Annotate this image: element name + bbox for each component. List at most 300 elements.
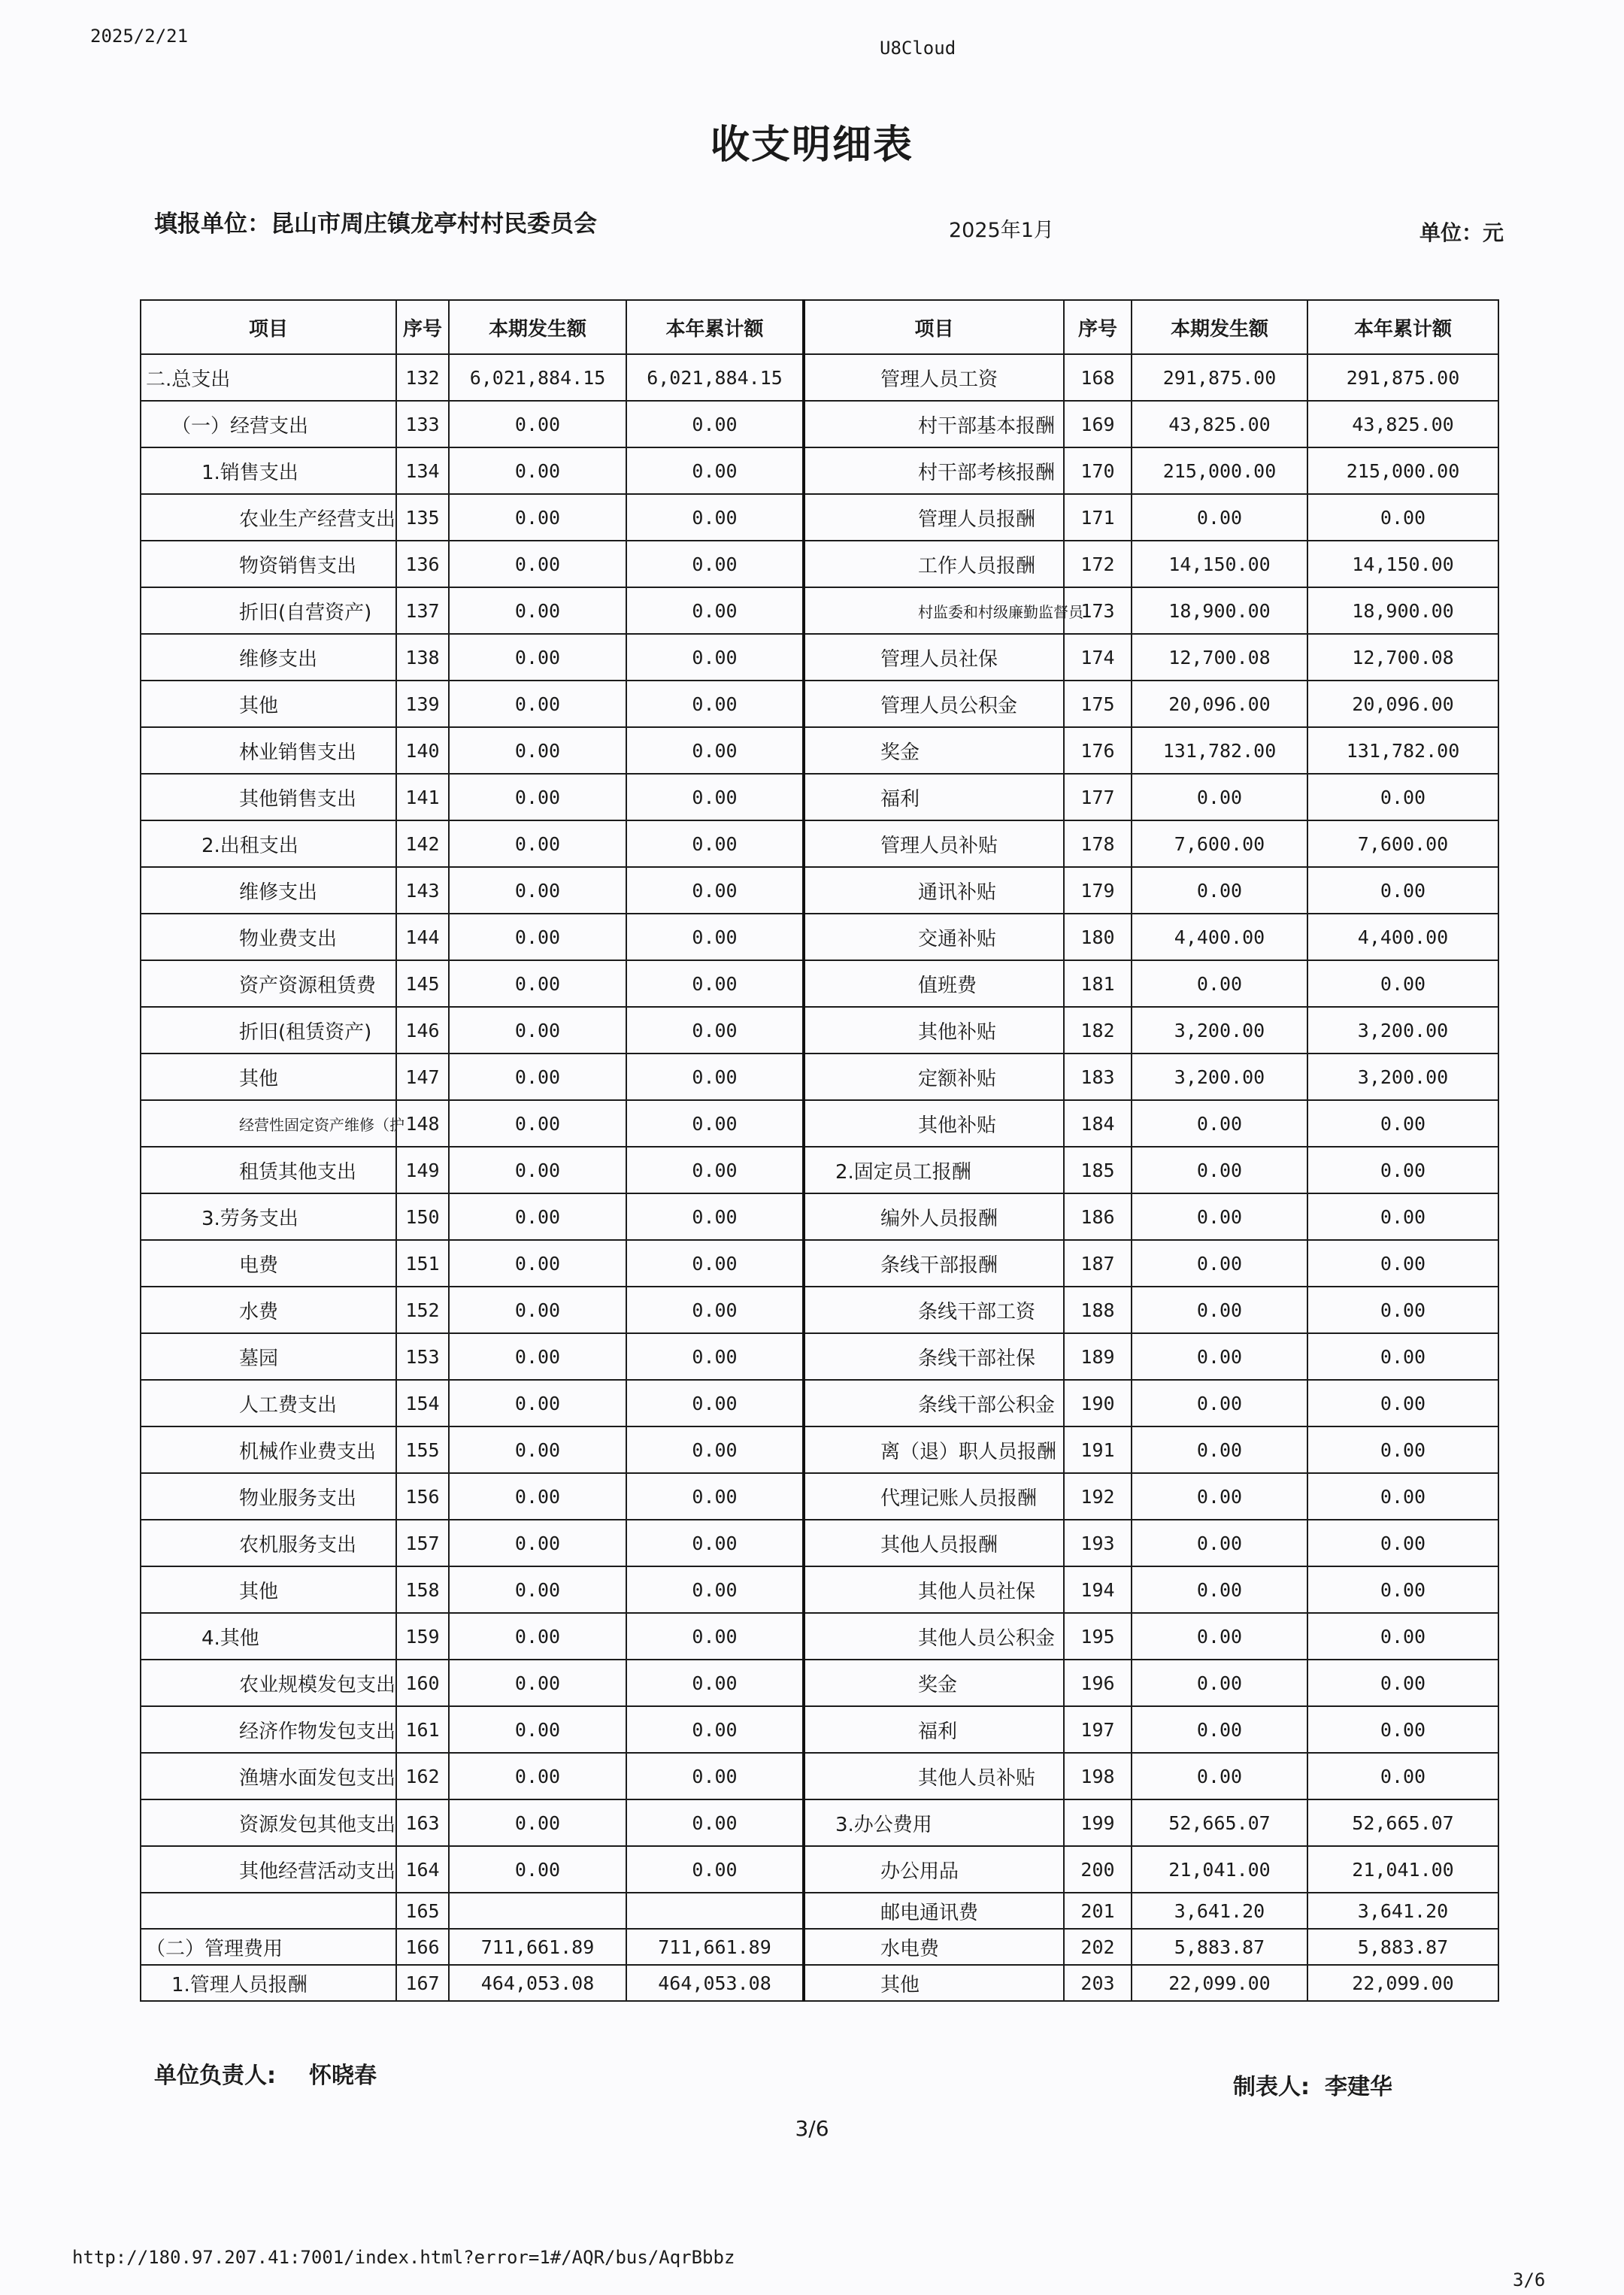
seq-left: 140 [396,727,449,774]
seq-left: 148 [396,1100,449,1147]
current-amount-right: 0.00 [1132,1706,1307,1753]
table-header-row [141,300,1498,354]
current-amount-right: 43,825.00 [1132,401,1307,447]
current-amount-right: 0.00 [1132,1613,1307,1660]
table-row [141,1100,1498,1147]
current-amount-right: 0.00 [1132,1426,1307,1473]
seq-right: 198 [1064,1753,1132,1799]
col-header-ytd-right: 本年累计额 [1307,300,1498,354]
ytd-amount-right: 3,200.00 [1307,1007,1498,1054]
seq-right: 196 [1064,1660,1132,1706]
item-name-left: 2.出租支出 [141,820,396,867]
item-name-left: 农业生产经营支出 [141,494,396,541]
item-name-right: 通讯补贴 [804,867,1064,914]
ytd-amount-right: 0.00 [1307,1520,1498,1566]
ledger-table [140,299,1499,2002]
seq-left: 135 [396,494,449,541]
current-amount-right: 12,700.08 [1132,634,1307,681]
current-amount-right: 0.00 [1132,1193,1307,1240]
current-amount-left: 0.00 [449,1240,626,1287]
current-amount-left: 0.00 [449,1054,626,1100]
current-amount-left: 0.00 [449,1520,626,1566]
ytd-amount-left: 0.00 [626,1566,804,1613]
ytd-amount-right: 0.00 [1307,1753,1498,1799]
current-amount-left: 0.00 [449,1100,626,1147]
item-name-left: 折旧(租赁资产) [141,1007,396,1054]
seq-left: 138 [396,634,449,681]
ytd-amount-left: 0.00 [626,1473,804,1520]
col-header-item-left: 项目 [141,300,396,354]
current-amount-left: 464,053.08 [449,1965,626,2001]
item-name-right: 其他人员公积金 [804,1613,1064,1660]
item-name-right: 福利 [804,774,1064,820]
seq-right: 201 [1064,1893,1132,1929]
seq-left: 137 [396,587,449,634]
current-amount-left: 0.00 [449,727,626,774]
page-title: 收支明细表 [710,123,914,168]
ytd-amount-right: 3,200.00 [1307,1054,1498,1100]
seq-right: 168 [1064,354,1132,401]
ytd-amount-left: 0.00 [626,1426,804,1473]
ytd-amount-right: 0.00 [1307,1566,1498,1613]
ytd-amount-right: 0.00 [1307,1613,1498,1660]
current-amount-left: 0.00 [449,587,626,634]
table-row [141,774,1498,820]
table-row [141,1240,1498,1287]
seq-left: 132 [396,354,449,401]
item-name-right: 其他 [804,1965,1064,2001]
table-row [141,541,1498,587]
table-row [141,681,1498,727]
ytd-amount-right: 0.00 [1307,960,1498,1007]
table-row [141,1660,1498,1706]
current-amount-right: 215,000.00 [1132,447,1307,494]
current-amount-right: 0.00 [1132,960,1307,1007]
current-amount-right: 0.00 [1132,1566,1307,1613]
table-row [141,727,1498,774]
ytd-amount-right: 0.00 [1307,1426,1498,1473]
current-amount-left: 0.00 [449,634,626,681]
report-period: 2025年1月 [949,219,1054,242]
table-row [141,494,1498,541]
item-name-left: 人工费支出 [141,1380,396,1426]
seq-left: 143 [396,867,449,914]
item-name-left: 4.其他 [141,1613,396,1660]
ytd-amount-left: 0.00 [626,1753,804,1799]
ytd-amount-right: 131,782.00 [1307,727,1498,774]
current-amount-left: 0.00 [449,1846,626,1893]
current-amount-right: 3,641.20 [1132,1893,1307,1929]
preparer-name: 李建华 [1325,2074,1392,2100]
item-name-right: 管理人员工资 [804,354,1064,401]
col-header-item-right: 项目 [804,300,1064,354]
table-row [141,914,1498,960]
current-amount-right: 5,883.87 [1132,1929,1307,1965]
ytd-amount-left: 0.00 [626,914,804,960]
ytd-amount-left: 0.00 [626,1193,804,1240]
item-name-left: 经营性固定资产维修（护 [141,1100,396,1147]
current-amount-left: 0.00 [449,447,626,494]
item-name-left: 租赁其他支出 [141,1147,396,1193]
item-name-left: 其他 [141,1054,396,1100]
item-name-right: 管理人员补贴 [804,820,1064,867]
seq-right: 191 [1064,1426,1132,1473]
ytd-amount-right: 0.00 [1307,1660,1498,1706]
ytd-amount-right: 0.00 [1307,867,1498,914]
ytd-amount-left: 0.00 [626,1147,804,1193]
current-amount-left: 6,021,884.15 [449,354,626,401]
item-name-left: 1.销售支出 [141,447,396,494]
ytd-amount-left: 0.00 [626,1287,804,1333]
ytd-amount-left: 0.00 [626,1007,804,1054]
seq-right: 195 [1064,1613,1132,1660]
current-amount-left: 0.00 [449,820,626,867]
current-amount-right: 0.00 [1132,1333,1307,1380]
item-name-right: 村干部基本报酬 [804,401,1064,447]
table-row [141,447,1498,494]
item-name-left: 渔塘水面发包支出 [141,1753,396,1799]
current-amount-left: 0.00 [449,774,626,820]
current-amount-right: 0.00 [1132,1147,1307,1193]
seq-left: 145 [396,960,449,1007]
ytd-amount-right: 0.00 [1307,494,1498,541]
col-header-current-right: 本期发生额 [1132,300,1307,354]
current-amount-right: 20,096.00 [1132,681,1307,727]
seq-right: 197 [1064,1706,1132,1753]
ytd-amount-right: 0.00 [1307,1706,1498,1753]
seq-right: 172 [1064,541,1132,587]
page-number: 3/6 [795,2116,829,2141]
seq-left: 153 [396,1333,449,1380]
item-name-left: 物资销售支出 [141,541,396,587]
ytd-amount-left: 0.00 [626,1799,804,1846]
seq-right: 178 [1064,820,1132,867]
seq-right: 175 [1064,681,1132,727]
seq-left: 154 [396,1380,449,1426]
current-amount-right: 52,665.07 [1132,1799,1307,1846]
preparer [1233,2068,1392,2101]
ytd-amount-left: 0.00 [626,587,804,634]
table-row [141,867,1498,914]
table-row [141,820,1498,867]
seq-left: 165 [396,1893,449,1929]
current-amount-left: 0.00 [449,867,626,914]
current-amount-right: 0.00 [1132,1287,1307,1333]
item-name-left: 其他经营活动支出 [141,1846,396,1893]
ytd-amount-left: 0.00 [626,401,804,447]
item-name-right: 定额补贴 [804,1054,1064,1100]
seq-left: 134 [396,447,449,494]
seq-right: 203 [1064,1965,1132,2001]
item-name-right: 办公用品 [804,1846,1064,1893]
current-amount-left: 711,661.89 [449,1929,626,1965]
seq-right: 173 [1064,587,1132,634]
print-date: 2025/2/21 [90,26,189,47]
item-name-left: 维修支出 [141,634,396,681]
table-row [141,1846,1498,1893]
seq-left: 166 [396,1929,449,1965]
ytd-amount-right: 22,099.00 [1307,1965,1498,2001]
item-name-right: 村干部考核报酬 [804,447,1064,494]
table-row [141,1333,1498,1380]
ytd-amount-left: 711,661.89 [626,1929,804,1965]
ytd-amount-right: 0.00 [1307,1333,1498,1380]
item-name-right: 代理记账人员报酬 [804,1473,1064,1520]
current-amount-left: 0.00 [449,541,626,587]
table-row [141,587,1498,634]
current-amount-left: 0.00 [449,960,626,1007]
seq-left: 160 [396,1660,449,1706]
seq-right: 176 [1064,727,1132,774]
current-amount-right: 131,782.00 [1132,727,1307,774]
item-name-right: 水电费 [804,1929,1064,1965]
seq-right: 202 [1064,1929,1132,1965]
seq-left: 136 [396,541,449,587]
current-amount-left: 0.00 [449,1007,626,1054]
table-row [141,1566,1498,1613]
seq-right: 181 [1064,960,1132,1007]
col-header-current-left: 本期发生额 [449,300,626,354]
current-amount-right: 0.00 [1132,1473,1307,1520]
item-name-left: 物业费支出 [141,914,396,960]
seq-right: 189 [1064,1333,1132,1380]
ytd-amount-left: 0.00 [626,1613,804,1660]
current-amount-right: 14,150.00 [1132,541,1307,587]
ytd-amount-left: 0.00 [626,1240,804,1287]
seq-left: 147 [396,1054,449,1100]
ytd-amount-left: 0.00 [626,1380,804,1426]
seq-left: 146 [396,1007,449,1054]
current-amount-left: 0.00 [449,914,626,960]
table-row [141,1893,1498,1929]
seq-right: 183 [1064,1054,1132,1100]
ytd-amount-left: 0.00 [626,541,804,587]
seq-left: 164 [396,1846,449,1893]
item-name-left: 维修支出 [141,867,396,914]
current-amount-right: 0.00 [1132,494,1307,541]
ytd-amount-left: 0.00 [626,1100,804,1147]
ytd-amount-right: 20,096.00 [1307,681,1498,727]
seq-left: 156 [396,1473,449,1520]
item-name-right: 其他补贴 [804,1100,1064,1147]
table-row [141,634,1498,681]
current-amount-right: 0.00 [1132,1660,1307,1706]
footer-page-number: 3/6 [1513,2269,1546,2290]
item-name-left: 电费 [141,1240,396,1287]
reporting-unit: 填报单位：昆山市周庄镇龙亭村村民委员会 [154,211,597,238]
seq-right: 199 [1064,1799,1132,1846]
table-row [141,1380,1498,1426]
ytd-amount-right: 0.00 [1307,1287,1498,1333]
item-name-right: 管理人员公积金 [804,681,1064,727]
page-url[interactable]: http://180.97.207.41:7001/index.html?error=1#/AQR/bus/AqrBbbz [72,2247,735,2268]
ytd-amount-left: 0.00 [626,1846,804,1893]
item-name-left: （一）经营支出 [141,401,396,447]
table-row [141,960,1498,1007]
current-amount-left: 0.00 [449,1333,626,1380]
item-name-right: 村监委和村级廉勤监督员 [804,587,1064,634]
seq-right: 190 [1064,1380,1132,1426]
item-name-left: 林业销售支出 [141,727,396,774]
ytd-amount-right: 43,825.00 [1307,401,1498,447]
item-name-left: 农业规模发包支出 [141,1660,396,1706]
seq-right: 174 [1064,634,1132,681]
current-amount-left: 0.00 [449,1799,626,1846]
seq-right: 194 [1064,1566,1132,1613]
item-name-left: 水费 [141,1287,396,1333]
current-amount-right: 3,200.00 [1132,1007,1307,1054]
current-amount-right: 0.00 [1132,774,1307,820]
current-amount-right: 0.00 [1132,1520,1307,1566]
ytd-amount-right: 0.00 [1307,1193,1498,1240]
seq-left: 142 [396,820,449,867]
table-row [141,1799,1498,1846]
ytd-amount-right: 0.00 [1307,1100,1498,1147]
current-amount-left: 0.00 [449,1147,626,1193]
item-name-right: 条线干部社保 [804,1333,1064,1380]
current-amount-right: 21,041.00 [1132,1846,1307,1893]
item-name-left: 物业服务支出 [141,1473,396,1520]
ytd-amount-right: 21,041.00 [1307,1846,1498,1893]
seq-left: 141 [396,774,449,820]
app-name: U8Cloud [880,38,956,59]
current-amount-right: 0.00 [1132,1380,1307,1426]
ytd-amount-left: 0.00 [626,634,804,681]
ytd-amount-left: 6,021,884.15 [626,354,804,401]
item-name-left: 机械作业费支出 [141,1426,396,1473]
current-amount-right: 3,200.00 [1132,1054,1307,1100]
table-row [141,1706,1498,1753]
item-name-left: 其他销售支出 [141,774,396,820]
item-name-right: 管理人员报酬 [804,494,1064,541]
seq-left: 155 [396,1426,449,1473]
ytd-amount-right: 18,900.00 [1307,587,1498,634]
item-name-left: 资源发包其他支出 [141,1799,396,1846]
current-amount-left: 0.00 [449,1566,626,1613]
item-name-right: 其他人员社保 [804,1566,1064,1613]
seq-left: 151 [396,1240,449,1287]
responsible-label: 单位负责人: [154,2063,276,2089]
current-amount-right: 7,600.00 [1132,820,1307,867]
item-name-left: （二）管理费用 [141,1929,396,1965]
item-name-right: 值班费 [804,960,1064,1007]
ytd-amount-right: 52,665.07 [1307,1799,1498,1846]
current-amount-right: 22,099.00 [1132,1965,1307,2001]
item-name-left: 资产资源租赁费 [141,960,396,1007]
ytd-amount-right: 5,883.87 [1307,1929,1498,1965]
preparer-label: 制表人: [1233,2074,1310,2100]
ytd-amount-left: 0.00 [626,1660,804,1706]
current-amount-left: 0.00 [449,1426,626,1473]
item-name-right: 编外人员报酬 [804,1193,1064,1240]
ytd-amount-left: 0.00 [626,1706,804,1753]
responsible-name: 怀晓春 [309,2063,377,2089]
ytd-amount-left: 0.00 [626,774,804,820]
seq-left: 159 [396,1613,449,1660]
seq-right: 184 [1064,1100,1132,1147]
col-header-seq-left: 序号 [396,300,449,354]
seq-left: 152 [396,1287,449,1333]
current-amount-left: 0.00 [449,1380,626,1426]
current-amount-left [449,1893,626,1929]
item-name-right: 其他人员补贴 [804,1753,1064,1799]
ytd-amount-left [626,1893,804,1929]
ytd-amount-right: 0.00 [1307,1380,1498,1426]
current-amount-right: 291,875.00 [1132,354,1307,401]
current-amount-right: 0.00 [1132,1240,1307,1287]
seq-left: 163 [396,1799,449,1846]
item-name-right: 3.办公费用 [804,1799,1064,1846]
seq-right: 187 [1064,1240,1132,1287]
current-amount-left: 0.00 [449,401,626,447]
current-amount-right: 0.00 [1132,1753,1307,1799]
item-name-right: 条线干部报酬 [804,1240,1064,1287]
table-row [141,1753,1498,1799]
ytd-amount-left: 0.00 [626,1520,804,1566]
item-name-right: 奖金 [804,1660,1064,1706]
seq-right: 193 [1064,1520,1132,1566]
current-amount-right: 4,400.00 [1132,914,1307,960]
ytd-amount-right: 0.00 [1307,1240,1498,1287]
ytd-amount-left: 0.00 [626,727,804,774]
item-name-right: 奖金 [804,727,1064,774]
seq-left: 161 [396,1706,449,1753]
seq-right: 185 [1064,1147,1132,1193]
current-amount-left: 0.00 [449,1660,626,1706]
seq-right: 186 [1064,1193,1132,1240]
item-name-left [141,1893,396,1929]
item-name-right: 福利 [804,1706,1064,1753]
seq-left: 149 [396,1147,449,1193]
seq-left: 150 [396,1193,449,1240]
table-row [141,1965,1498,2001]
seq-right: 169 [1064,401,1132,447]
seq-right: 171 [1064,494,1132,541]
ytd-amount-right: 0.00 [1307,1473,1498,1520]
seq-right: 188 [1064,1287,1132,1333]
table-row [141,1426,1498,1473]
item-name-right: 其他补贴 [804,1007,1064,1054]
ytd-amount-right: 3,641.20 [1307,1893,1498,1929]
seq-left: 157 [396,1520,449,1566]
table-row [141,1007,1498,1054]
table-row [141,401,1498,447]
ytd-amount-left: 0.00 [626,494,804,541]
seq-right: 177 [1064,774,1132,820]
table-row [141,1613,1498,1660]
current-amount-left: 0.00 [449,494,626,541]
item-name-left: 农机服务支出 [141,1520,396,1566]
col-header-seq-right: 序号 [1064,300,1132,354]
ytd-amount-left: 0.00 [626,681,804,727]
ytd-amount-right: 291,875.00 [1307,354,1498,401]
current-amount-right: 0.00 [1132,867,1307,914]
seq-left: 162 [396,1753,449,1799]
ytd-amount-right: 215,000.00 [1307,447,1498,494]
table-row [141,1520,1498,1566]
current-amount-right: 0.00 [1132,1100,1307,1147]
seq-left: 133 [396,401,449,447]
item-name-right: 条线干部工资 [804,1287,1064,1333]
table-row [141,1929,1498,1965]
item-name-left: 1.管理人员报酬 [141,1965,396,2001]
seq-left: 158 [396,1566,449,1613]
seq-left: 144 [396,914,449,960]
table-row [141,354,1498,401]
ytd-amount-right: 14,150.00 [1307,541,1498,587]
ytd-amount-left: 0.00 [626,1054,804,1100]
item-name-left: 经济作物发包支出 [141,1706,396,1753]
